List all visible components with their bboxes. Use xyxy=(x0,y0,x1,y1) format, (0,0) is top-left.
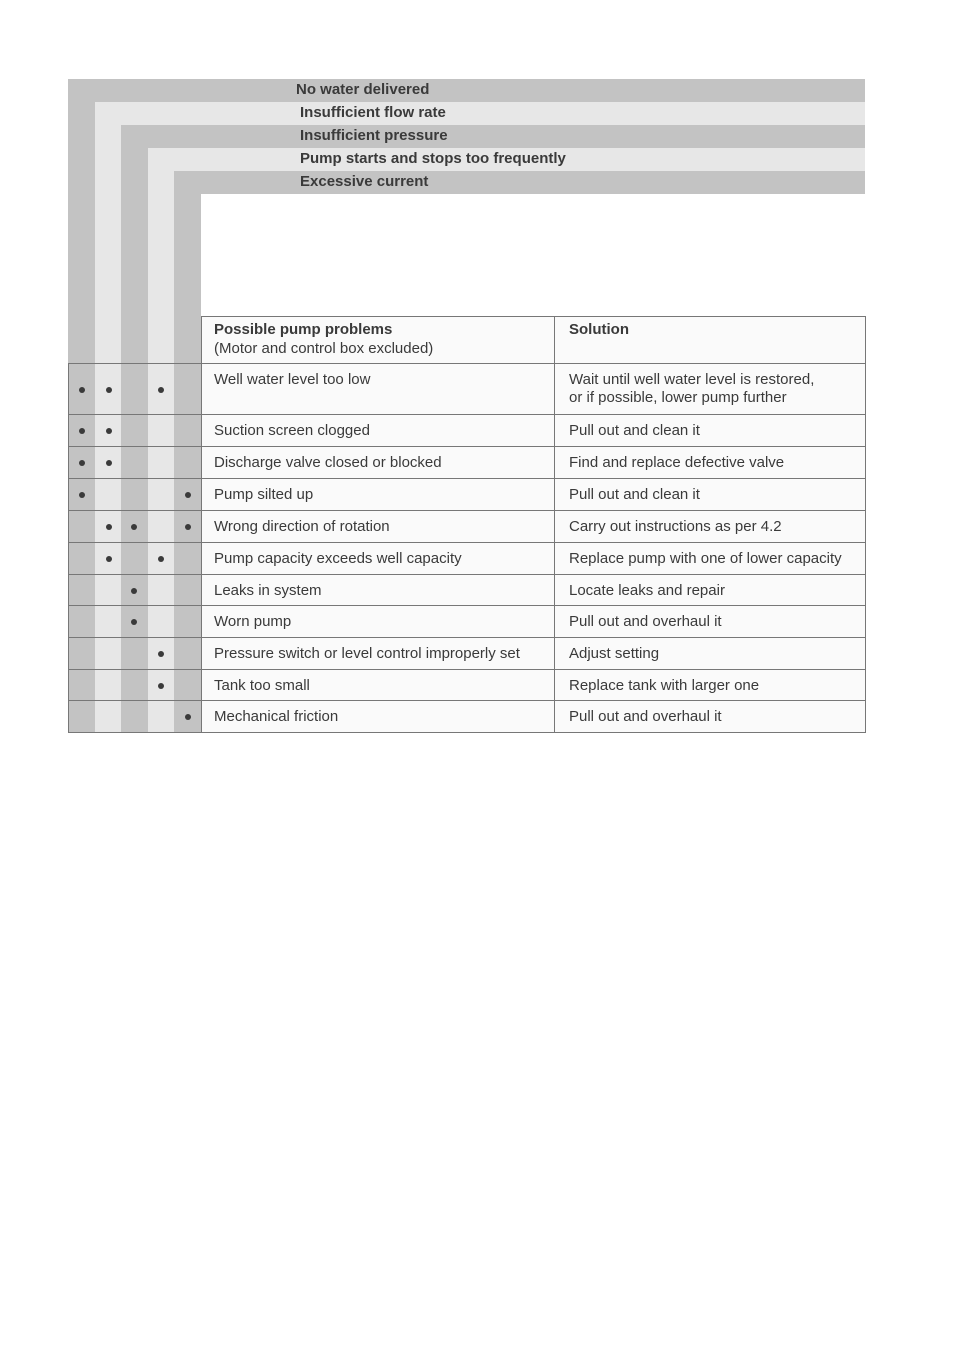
problem-cell: Worn pump xyxy=(214,613,292,630)
table-top-whitespace xyxy=(201,194,865,316)
symptom-mark-dot xyxy=(106,460,112,466)
problem-cell: Mechanical friction xyxy=(214,708,339,725)
column-rule-left xyxy=(201,316,202,733)
row-rule xyxy=(68,732,865,733)
problem-cell: Pump silted up xyxy=(214,486,314,503)
solution-cell-line2: or if possible, lower pump further xyxy=(569,389,787,406)
row-rule xyxy=(68,510,865,511)
symptom-mark-dot xyxy=(158,387,164,393)
row-rule xyxy=(68,700,865,701)
solution-cell: Replace pump with one of lower capacity xyxy=(569,550,842,567)
symptom-mark-dot xyxy=(185,492,191,498)
symptom-mark-dot xyxy=(106,556,112,562)
symptom-mark-dot xyxy=(79,492,85,498)
symptom-mark-dot xyxy=(131,619,137,625)
solution-cell: Carry out instructions as per 4.2 xyxy=(569,518,782,535)
row-rule xyxy=(68,669,865,670)
solution-cell: Pull out and overhaul it xyxy=(569,613,722,630)
solution-cell: Adjust setting xyxy=(569,645,660,662)
solution-cell: Locate leaks and repair xyxy=(569,582,725,599)
problem-cell: Tank too small xyxy=(214,677,310,694)
header-possible-problems-note: (Motor and control box excluded) xyxy=(214,340,434,357)
solution-cell: Find and replace defective valve xyxy=(569,454,785,471)
symptom-label-4: Pump starts and stops too frequently xyxy=(300,150,566,167)
solution-cell: Replace tank with larger one xyxy=(569,677,760,694)
symptom-label-1: No water delivered xyxy=(296,81,430,98)
symptom-mark-dot xyxy=(79,460,85,466)
symptom-mark-dot xyxy=(158,651,164,657)
symptom-mark-dot xyxy=(131,588,137,594)
table-rule-top xyxy=(201,316,865,317)
symptom-mark-dot xyxy=(106,387,112,393)
problem-cell: Pump capacity exceeds well capacity xyxy=(214,550,462,567)
row-rule xyxy=(68,414,865,415)
column-rule-middle xyxy=(554,316,555,733)
row-rule xyxy=(68,637,865,638)
problem-cell: Well water level too low xyxy=(214,371,371,388)
symptom-mark-dot xyxy=(185,714,191,720)
row-rule xyxy=(68,542,865,543)
row-rule xyxy=(68,446,865,447)
header-possible-problems: Possible pump problems xyxy=(214,321,393,338)
symptom-label-5: Excessive current xyxy=(300,173,429,190)
problem-cell: Leaks in system xyxy=(214,582,322,599)
column-rule-right xyxy=(865,316,866,733)
symptom-mark-dot xyxy=(79,387,85,393)
row-rule xyxy=(68,605,865,606)
symptom-mark-dot xyxy=(185,524,191,530)
solution-cell: Wait until well water level is restored, xyxy=(569,371,815,388)
symptom-label-3: Insufficient pressure xyxy=(300,127,448,144)
chart-rule-outer-left xyxy=(68,363,69,733)
symptom-mark-dot xyxy=(79,428,85,434)
problem-cell: Pressure switch or level control improperly set xyxy=(214,645,520,662)
problem-cell: Suction screen clogged xyxy=(214,422,370,439)
symptom-mark-dot xyxy=(106,428,112,434)
symptom-mark-dot xyxy=(158,683,164,689)
header-solution: Solution xyxy=(569,321,629,338)
solution-cell: Pull out and clean it xyxy=(569,422,700,439)
solution-cell: Pull out and clean it xyxy=(569,486,700,503)
problem-cell: Wrong direction of rotation xyxy=(214,518,390,535)
symptom-mark-dot xyxy=(158,556,164,562)
solution-cell: Pull out and overhaul it xyxy=(569,708,722,725)
row-rule xyxy=(68,478,865,479)
row-rule xyxy=(68,574,865,575)
symptom-mark-dot xyxy=(131,524,137,530)
row-rule xyxy=(68,363,865,364)
symptom-mark-dot xyxy=(106,524,112,530)
symptom-label-2: Insufficient flow rate xyxy=(300,104,446,121)
problem-cell: Discharge valve closed or blocked xyxy=(214,454,442,471)
